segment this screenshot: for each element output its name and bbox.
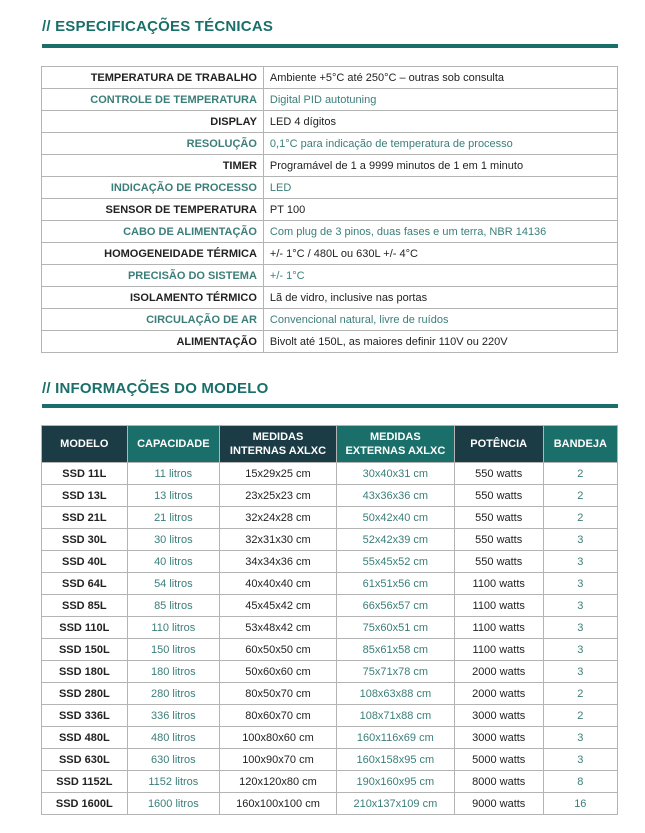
cell-capacidade: 630 litros [127, 749, 219, 771]
spec-row [42, 199, 618, 221]
cell-capacidade: 150 litros [127, 639, 219, 661]
spec-label: RESOLUÇÃO [42, 133, 264, 155]
cell-internas: 23x25x23 cm [220, 485, 337, 507]
cell-bandeja: 2 [543, 485, 617, 507]
cell-potencia: 550 watts [454, 529, 543, 551]
cell-internas: 60x50x50 cm [220, 639, 337, 661]
cell-potencia: 2000 watts [454, 661, 543, 683]
model-row [42, 529, 618, 551]
spec-value: +/- 1°C / 480L ou 630L +/- 4°C [263, 243, 617, 265]
cell-potencia: 1100 watts [454, 595, 543, 617]
cell-bandeja: 3 [543, 661, 617, 683]
cell-potencia: 5000 watts [454, 749, 543, 771]
spec-row [42, 287, 618, 309]
cell-potencia: 9000 watts [454, 793, 543, 815]
cell-potencia: 1100 watts [454, 573, 543, 595]
cell-capacidade: 30 litros [127, 529, 219, 551]
specs-divider [42, 44, 618, 48]
cell-externas: 55x45x52 cm [336, 551, 454, 573]
spec-value: Digital PID autotuning [263, 89, 617, 111]
model-row [42, 639, 618, 661]
cell-bandeja: 3 [543, 529, 617, 551]
model-row [42, 595, 618, 617]
spec-label: TIMER [42, 155, 264, 177]
spec-value: PT 100 [263, 199, 617, 221]
cell-modelo: SSD 336L [42, 705, 128, 727]
cell-capacidade: 480 litros [127, 727, 219, 749]
spec-label: TEMPERATURA DE TRABALHO [42, 67, 264, 89]
cell-capacidade: 180 litros [127, 661, 219, 683]
spec-row [42, 243, 618, 265]
cell-internas: 32x31x30 cm [220, 529, 337, 551]
cell-internas: 80x50x70 cm [220, 683, 337, 705]
cell-externas: 50x42x40 cm [336, 507, 454, 529]
cell-modelo: SSD 110L [42, 617, 128, 639]
cell-modelo: SSD 13L [42, 485, 128, 507]
cell-capacidade: 11 litros [127, 463, 219, 485]
cell-internas: 32x24x28 cm [220, 507, 337, 529]
cell-internas: 100x90x70 cm [220, 749, 337, 771]
cell-capacidade: 13 litros [127, 485, 219, 507]
cell-bandeja: 3 [543, 573, 617, 595]
cell-potencia: 550 watts [454, 507, 543, 529]
col-header-externas-line2: EXTERNAS AXLXC [345, 445, 446, 457]
models-section-title: // INFORMAÇÕES DO MODELO [42, 380, 269, 397]
cell-bandeja: 3 [543, 595, 617, 617]
cell-internas: 100x80x60 cm [220, 727, 337, 749]
cell-capacidade: 1152 litros [127, 771, 219, 793]
model-row [42, 507, 618, 529]
spec-value: Ambiente +5°C até 250°C – outras sob consulta [263, 67, 617, 89]
model-row [42, 551, 618, 573]
cell-bandeja: 3 [543, 639, 617, 661]
cell-modelo: SSD 30L [42, 529, 128, 551]
cell-externas: 75x71x78 cm [336, 661, 454, 683]
col-header-potencia: POTÊNCIA [454, 426, 543, 463]
model-row [42, 683, 618, 705]
model-row [42, 749, 618, 771]
cell-bandeja: 3 [543, 749, 617, 771]
model-row [42, 727, 618, 749]
spec-value: LED [263, 177, 617, 199]
col-header-capacidade: CAPACIDADE [127, 426, 219, 463]
cell-modelo: SSD 1600L [42, 793, 128, 815]
spec-row [42, 177, 618, 199]
cell-internas: 40x40x40 cm [220, 573, 337, 595]
cell-externas: 108x71x88 cm [336, 705, 454, 727]
models-table [41, 425, 618, 815]
cell-internas: 53x48x42 cm [220, 617, 337, 639]
cell-externas: 75x60x51 cm [336, 617, 454, 639]
cell-externas: 85x61x58 cm [336, 639, 454, 661]
spec-row [42, 155, 618, 177]
col-header-modelo: MODELO [42, 426, 128, 463]
spec-label: CIRCULAÇÃO DE AR [42, 309, 264, 331]
cell-capacidade: 40 litros [127, 551, 219, 573]
cell-potencia: 550 watts [454, 463, 543, 485]
cell-internas: 15x29x25 cm [220, 463, 337, 485]
model-row [42, 705, 618, 727]
cell-modelo: SSD 1152L [42, 771, 128, 793]
spec-value: Com plug de 3 pinos, duas fases e um terra, NBR 14136 [263, 221, 617, 243]
cell-bandeja: 3 [543, 727, 617, 749]
model-row [42, 463, 618, 485]
model-row [42, 793, 618, 815]
col-header-internas-line2: INTERNAS AXLXC [229, 445, 327, 457]
spec-value: Convencional natural, livre de ruídos [263, 309, 617, 331]
spec-row [42, 67, 618, 89]
cell-potencia: 1100 watts [454, 639, 543, 661]
cell-capacidade: 1600 litros [127, 793, 219, 815]
spec-label: ISOLAMENTO TÉRMICO [42, 287, 264, 309]
cell-capacidade: 54 litros [127, 573, 219, 595]
cell-externas: 66x56x57 cm [336, 595, 454, 617]
cell-internas: 120x120x80 cm [220, 771, 337, 793]
cell-bandeja: 2 [543, 507, 617, 529]
cell-bandeja: 3 [543, 617, 617, 639]
spec-row [42, 331, 618, 353]
cell-internas: 50x60x60 cm [220, 661, 337, 683]
cell-bandeja: 16 [543, 793, 617, 815]
cell-externas: 61x51x56 cm [336, 573, 454, 595]
spec-row [42, 111, 618, 133]
cell-modelo: SSD 64L [42, 573, 128, 595]
model-row [42, 485, 618, 507]
cell-externas: 52x42x39 cm [336, 529, 454, 551]
model-row [42, 771, 618, 793]
spec-label: PRECISÃO DO SISTEMA [42, 265, 264, 287]
model-row [42, 661, 618, 683]
cell-capacidade: 21 litros [127, 507, 219, 529]
spec-row [42, 89, 618, 111]
cell-externas: 160x116x69 cm [336, 727, 454, 749]
cell-externas: 30x40x31 cm [336, 463, 454, 485]
cell-potencia: 3000 watts [454, 727, 543, 749]
cell-modelo: SSD 11L [42, 463, 128, 485]
cell-internas: 160x100x100 cm [220, 793, 337, 815]
cell-modelo: SSD 280L [42, 683, 128, 705]
cell-internas: 34x34x36 cm [220, 551, 337, 573]
models-divider [42, 404, 618, 408]
specs-table [41, 66, 618, 353]
models-header-row [42, 426, 618, 463]
cell-modelo: SSD 150L [42, 639, 128, 661]
cell-potencia: 8000 watts [454, 771, 543, 793]
spec-label: HOMOGENEIDADE TÉRMICA [42, 243, 264, 265]
spec-row [42, 133, 618, 155]
spec-row [42, 309, 618, 331]
cell-bandeja: 8 [543, 771, 617, 793]
col-header-bandeja: BANDEJA [543, 426, 617, 463]
cell-potencia: 550 watts [454, 551, 543, 573]
spec-label: DISPLAY [42, 111, 264, 133]
cell-potencia: 2000 watts [454, 683, 543, 705]
cell-potencia: 1100 watts [454, 617, 543, 639]
col-header-externas-line1: MEDIDAS [369, 431, 421, 443]
cell-bandeja: 3 [543, 551, 617, 573]
spec-label: SENSOR DE TEMPERATURA [42, 199, 264, 221]
col-header-internas [220, 426, 337, 463]
cell-externas: 108x63x88 cm [336, 683, 454, 705]
cell-potencia: 3000 watts [454, 705, 543, 727]
spec-label: CABO DE ALIMENTAÇÃO [42, 221, 264, 243]
spec-value: +/- 1°C [263, 265, 617, 287]
spec-label: CONTROLE DE TEMPERATURA [42, 89, 264, 111]
cell-modelo: SSD 180L [42, 661, 128, 683]
cell-bandeja: 2 [543, 705, 617, 727]
cell-externas: 210x137x109 cm [336, 793, 454, 815]
spec-value: Programável de 1 a 9999 minutos de 1 em 1 minuto [263, 155, 617, 177]
spec-value: Lã de vidro, inclusive nas portas [263, 287, 617, 309]
cell-externas: 160x158x95 cm [336, 749, 454, 771]
spec-row [42, 265, 618, 287]
cell-internas: 45x45x42 cm [220, 595, 337, 617]
cell-capacidade: 336 litros [127, 705, 219, 727]
spec-value: Bivolt até 150L, as maiores definir 110V ou 220V [263, 331, 617, 353]
cell-modelo: SSD 21L [42, 507, 128, 529]
cell-modelo: SSD 40L [42, 551, 128, 573]
spec-label: INDICAÇÃO DE PROCESSO [42, 177, 264, 199]
cell-capacidade: 110 litros [127, 617, 219, 639]
spec-row [42, 221, 618, 243]
cell-modelo: SSD 630L [42, 749, 128, 771]
cell-externas: 43x36x36 cm [336, 485, 454, 507]
spec-label: ALIMENTAÇÃO [42, 331, 264, 353]
cell-capacidade: 85 litros [127, 595, 219, 617]
cell-capacidade: 280 litros [127, 683, 219, 705]
cell-externas: 190x160x95 cm [336, 771, 454, 793]
model-row [42, 617, 618, 639]
cell-modelo: SSD 480L [42, 727, 128, 749]
model-row [42, 573, 618, 595]
cell-bandeja: 2 [543, 683, 617, 705]
cell-modelo: SSD 85L [42, 595, 128, 617]
spec-value: LED 4 dígitos [263, 111, 617, 133]
specs-section-title: // ESPECIFICAÇÕES TÉCNICAS [42, 18, 274, 35]
spec-value: 0,1°C para indicação de temperatura de processo [263, 133, 617, 155]
col-header-internas-line1: MEDIDAS [252, 431, 304, 443]
cell-bandeja: 2 [543, 463, 617, 485]
col-header-externas [336, 426, 454, 463]
cell-potencia: 550 watts [454, 485, 543, 507]
cell-internas: 80x60x70 cm [220, 705, 337, 727]
